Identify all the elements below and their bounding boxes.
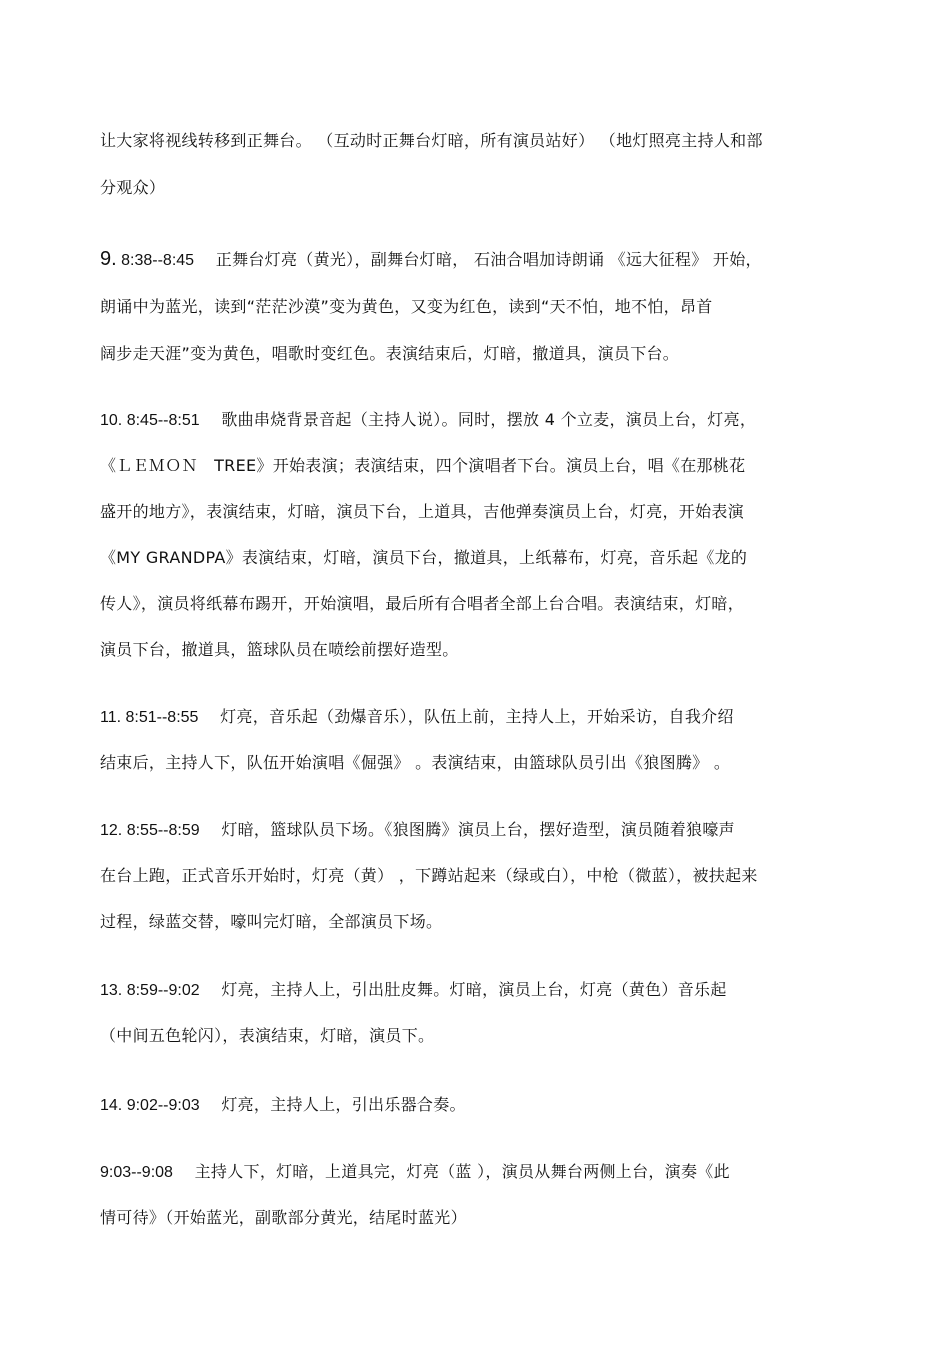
line-text: 传人》，演员将纸幕布踢开，开始演唱，最后所有合唱者全部上台合唱。表演结束，灯暗， — [100, 594, 745, 613]
text-line — [100, 501, 744, 524]
line-text: 《ＬＥＭＯＮ TREE》开始表演；表演结束，四个演唱者下台。演员上台，唱《在那桃花 — [100, 456, 746, 475]
text-line — [100, 1094, 466, 1117]
text-line — [100, 248, 762, 272]
time-range: 9:03--9:08 — [100, 1164, 173, 1181]
text-line — [100, 752, 730, 775]
line-text: 灯亮，主持人上，引出肚皮舞。灯暗，演员上台，灯亮（黄色）音乐起 — [199, 980, 727, 999]
item-number: 11. — [100, 709, 122, 726]
line-text: 灯亮，主持人上，引出乐器合奏。 — [199, 1095, 466, 1114]
line-text: 阔步走天涯”变为黄色，唱歌时变红色。表演结束后，灯暗，撤道具，演员下台。 — [100, 344, 680, 363]
item-number: 14. — [100, 1097, 123, 1114]
text-line — [100, 342, 679, 366]
text-line — [100, 1025, 434, 1048]
text-line — [100, 1207, 467, 1230]
line-text: 灯亮，音乐起（劲爆音乐），队伍上前，主持人上，开始采访，自我介绍 — [198, 707, 734, 726]
line-text: 歌曲串烧背景音起（主持人说）。同时，摆放 4 个立麦，演员上台，灯亮， — [199, 410, 757, 429]
text-line — [100, 409, 756, 432]
line-text: 灯暗，篮球队员下场。《狼图腾》演员上台，摆好造型，演员随着狼嚎声 — [199, 820, 735, 839]
line-text: 正舞台灯亮（黄光），副舞台灯暗， 石油合唱加诗朗诵 《远大征程》 开始， — [194, 250, 762, 269]
line-text: 盛开的地方》，表演结束，灯暗，演员下台，上道具，吉他弹奏演员上台，灯亮，开始表演 — [100, 502, 745, 521]
line-text: 过程，绿蓝交替，嚎叫完灯暗，全部演员下场。 — [100, 912, 443, 931]
line-text: 《MY GRANDPA》表演结束，灯暗，演员下台，撤道具，上纸幕布，灯亮，音乐起《龙的 — [100, 548, 748, 567]
item-number: 9. — [100, 248, 117, 270]
text-line — [100, 865, 758, 888]
text-line — [100, 176, 165, 200]
text-line — [100, 129, 763, 153]
item-number: 10. — [100, 412, 123, 429]
line-text: 分观众） — [100, 178, 166, 197]
line-text: 情可待》（开始蓝光，副歌部分黄光，结尾时蓝光） — [100, 1208, 467, 1227]
time-range: 8:59--9:02 — [122, 982, 200, 999]
text-line — [100, 819, 735, 842]
text-line — [100, 547, 747, 570]
text-line — [100, 979, 727, 1002]
text-line — [100, 1161, 730, 1184]
time-range: 8:38--8:45 — [116, 252, 195, 269]
item-number: 13. — [100, 982, 123, 999]
line-text: （中间五色轮闪），表演结束，灯暗，演员下。 — [100, 1026, 435, 1045]
text-line — [100, 911, 442, 934]
text-line — [100, 706, 734, 729]
text-line — [100, 455, 745, 478]
time-range: 8:51--8:55 — [121, 709, 199, 726]
time-range: 8:55--8:59 — [122, 822, 200, 839]
line-text: 演员下台，撤道具，篮球队员在喷绘前摆好造型。 — [100, 640, 459, 659]
text-line — [100, 295, 713, 319]
line-text: 主持人下，灯暗，上道具完，灯亮（蓝 ），演员从舞台两侧上台，演奏《此 — [172, 1162, 730, 1181]
line-text: 让大家将视线转移到正舞台。 （互动时正舞台灯暗，所有演员站好） （地灯照亮主持人和部 — [100, 131, 763, 150]
line-text: 朗诵中为蓝光，读到“茫茫沙漠”变为黄色，又变为红色，读到“天不怕，地不怕，昂首 — [100, 297, 713, 316]
text-line — [100, 639, 459, 662]
line-text: 结束后，主持人下，队伍开始演唱《倔强》 。表演结束，由篮球队员引出《狼图腾》 。 — [100, 753, 731, 772]
text-line — [100, 593, 744, 616]
line-text: 在台上跑，正式音乐开始时，灯亮（黄） ，下蹲站起来（绿或白），中枪（微蓝），被扶起来 — [100, 866, 758, 885]
time-range: 8:45--8:51 — [122, 412, 200, 429]
time-range: 9:02--9:03 — [122, 1097, 200, 1114]
item-number: 12. — [100, 822, 123, 839]
